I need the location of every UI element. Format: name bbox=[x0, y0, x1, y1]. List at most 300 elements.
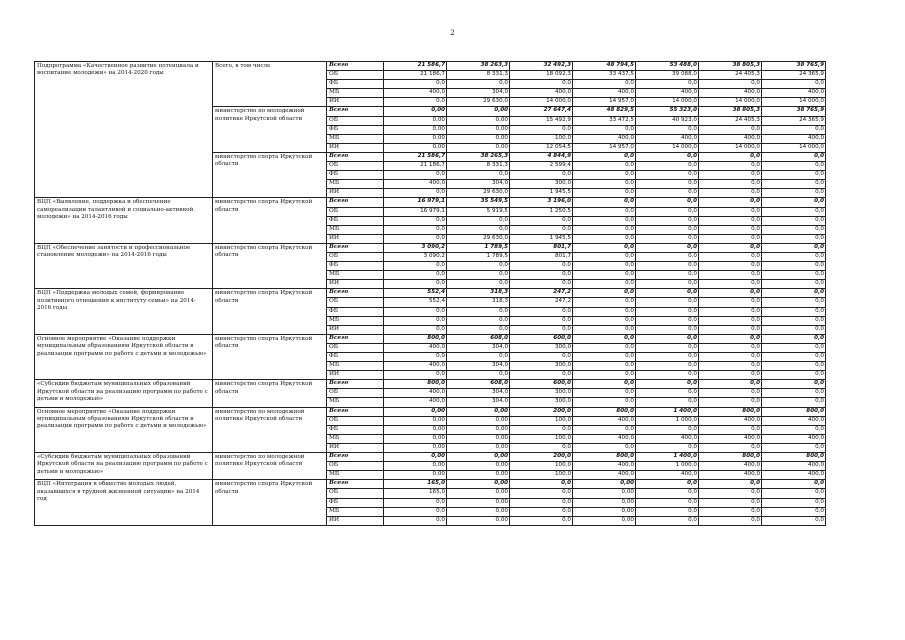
value-cell: 400,0 bbox=[573, 89, 636, 98]
value-cell: 0,0 bbox=[636, 189, 699, 198]
funding-source-cell: Всего bbox=[327, 453, 384, 462]
value-cell: 0,0 bbox=[636, 252, 699, 261]
funding-source-cell: МБ bbox=[327, 180, 384, 189]
value-cell: 0,00 bbox=[573, 489, 636, 498]
value-cell: 1 400,0 bbox=[636, 453, 699, 462]
page-number: 2 bbox=[450, 29, 455, 37]
responsible-cell: министерство спорта Иркутской области bbox=[213, 480, 327, 525]
value-cell: 0,0 bbox=[573, 216, 636, 225]
value-cell: 400,0 bbox=[573, 134, 636, 143]
value-cell: 247,2 bbox=[510, 298, 573, 307]
value-cell: 0,0 bbox=[699, 189, 762, 198]
value-cell: 0,0 bbox=[510, 507, 573, 516]
value-cell: 0,0 bbox=[573, 334, 636, 343]
value-cell: 0,0 bbox=[636, 162, 699, 171]
value-cell: 27 647,4 bbox=[510, 107, 573, 116]
value-cell: 300,0 bbox=[510, 389, 573, 398]
value-cell: 0,0 bbox=[699, 162, 762, 171]
value-cell: 0,0 bbox=[636, 225, 699, 234]
value-cell: 0,0 bbox=[573, 289, 636, 298]
funding-source-cell: ИИ bbox=[327, 280, 384, 289]
value-cell: 300,0 bbox=[510, 343, 573, 352]
value-cell: 0,0 bbox=[573, 353, 636, 362]
value-cell: 0,0 bbox=[762, 252, 826, 261]
value-cell: 0,00 bbox=[447, 434, 510, 443]
value-cell: 38 265,3 bbox=[447, 152, 510, 161]
value-cell: 0,0 bbox=[384, 234, 447, 243]
value-cell: 0,0 bbox=[699, 252, 762, 261]
value-cell: 0,0 bbox=[636, 380, 699, 389]
value-cell: 0,0 bbox=[699, 125, 762, 134]
value-cell: 0,0 bbox=[699, 443, 762, 452]
value-cell: 0,0 bbox=[762, 353, 826, 362]
value-cell: 0,0 bbox=[699, 325, 762, 334]
value-cell: 0,0 bbox=[384, 271, 447, 280]
value-cell: 0,0 bbox=[636, 80, 699, 89]
value-cell: 0,0 bbox=[762, 425, 826, 434]
value-cell: 0,0 bbox=[699, 152, 762, 161]
value-cell: 0,0 bbox=[762, 480, 826, 489]
value-cell: 0,0 bbox=[636, 480, 699, 489]
value-cell: 400,0 bbox=[762, 471, 826, 480]
value-cell: 0,0 bbox=[510, 262, 573, 271]
value-cell: 0,0 bbox=[573, 371, 636, 380]
value-cell: 16 979,1 bbox=[384, 198, 447, 207]
funding-source-cell: ФБ bbox=[327, 307, 384, 316]
value-cell: 801,7 bbox=[510, 252, 573, 261]
value-cell: 1 000,0 bbox=[636, 416, 699, 425]
value-cell: 300,0 bbox=[510, 398, 573, 407]
program-name-cell: «Субсидии бюджетам муниципальных образований Иркутской области на реализацию программ по работе с детьми и молодежью» bbox=[35, 380, 213, 407]
value-cell: 0,0 bbox=[762, 262, 826, 271]
value-cell: 0,0 bbox=[384, 80, 447, 89]
value-cell: 14 000,0 bbox=[636, 98, 699, 107]
value-cell: 32 492,3 bbox=[510, 62, 573, 71]
value-cell: 0,0 bbox=[510, 353, 573, 362]
value-cell: 0,0 bbox=[573, 316, 636, 325]
value-cell: 0,0 bbox=[573, 234, 636, 243]
value-cell: 14 000,0 bbox=[762, 98, 826, 107]
value-cell: 400,0 bbox=[636, 89, 699, 98]
value-cell: 0,00 bbox=[447, 498, 510, 507]
value-cell: 400,0 bbox=[384, 343, 447, 352]
program-name-cell: ВЦП «Поддержка молодых семей, формирование позитивного отношения к институту семьи» на 2014-2016 годы bbox=[35, 289, 213, 334]
value-cell: 0,0 bbox=[573, 398, 636, 407]
responsible-cell: министерство спорта Иркутской области bbox=[213, 198, 327, 243]
value-cell: 48 829,5 bbox=[573, 107, 636, 116]
value-cell: 0,0 bbox=[636, 125, 699, 134]
value-cell: 0,0 bbox=[699, 280, 762, 289]
value-cell: 400,0 bbox=[384, 398, 447, 407]
value-cell: 400,0 bbox=[384, 362, 447, 371]
value-cell: 0,00 bbox=[447, 516, 510, 525]
value-cell: 0,0 bbox=[447, 271, 510, 280]
value-cell: 400,0 bbox=[762, 462, 826, 471]
value-cell: 0,0 bbox=[384, 171, 447, 180]
value-cell: 0,0 bbox=[384, 98, 447, 107]
value-cell: 0,0 bbox=[384, 216, 447, 225]
value-cell: 1 400,0 bbox=[636, 407, 699, 416]
funding-source-cell: Всего bbox=[327, 289, 384, 298]
value-cell: 0,0 bbox=[510, 325, 573, 334]
value-cell: 0,00 bbox=[384, 116, 447, 125]
value-cell: 0,0 bbox=[447, 316, 510, 325]
value-cell: 0,0 bbox=[699, 171, 762, 180]
program-name-cell: Подпрограмма «Качественное развитие потенциала и воспитание молодежи» на 2014-2020 годы bbox=[35, 62, 213, 198]
value-cell: 100,0 bbox=[510, 134, 573, 143]
value-cell: 400,0 bbox=[636, 434, 699, 443]
value-cell: 0,0 bbox=[699, 507, 762, 516]
value-cell: 200,0 bbox=[510, 407, 573, 416]
funding-source-cell: ФБ bbox=[327, 425, 384, 434]
value-cell: 0,0 bbox=[636, 343, 699, 352]
value-cell: 0,0 bbox=[573, 262, 636, 271]
value-cell: 0,0 bbox=[573, 180, 636, 189]
funding-source-cell: Всего bbox=[327, 152, 384, 161]
value-cell: 0,0 bbox=[762, 180, 826, 189]
funding-source-cell: Всего bbox=[327, 334, 384, 343]
value-cell: 0,0 bbox=[573, 162, 636, 171]
value-cell: 0,0 bbox=[573, 171, 636, 180]
responsible-cell: министерство спорта Иркутской области bbox=[213, 152, 327, 197]
value-cell: 0,0 bbox=[384, 507, 447, 516]
value-cell: 0,0 bbox=[699, 353, 762, 362]
value-cell: 400,0 bbox=[573, 462, 636, 471]
value-cell: 0,00 bbox=[447, 407, 510, 416]
value-cell: 1 789,5 bbox=[447, 252, 510, 261]
table-row bbox=[35, 334, 826, 343]
value-cell: 0,00 bbox=[447, 489, 510, 498]
value-cell: 608,0 bbox=[447, 380, 510, 389]
value-cell: 0,0 bbox=[636, 507, 699, 516]
value-cell: 0,0 bbox=[699, 234, 762, 243]
value-cell: 0,0 bbox=[384, 280, 447, 289]
value-cell: 0,0 bbox=[636, 207, 699, 216]
value-cell: 400,0 bbox=[636, 134, 699, 143]
value-cell: 0,0 bbox=[699, 489, 762, 498]
value-cell: 38 805,3 bbox=[699, 62, 762, 71]
value-cell: 0,0 bbox=[510, 80, 573, 89]
value-cell: 0,0 bbox=[699, 362, 762, 371]
value-cell: 14 000,0 bbox=[762, 143, 826, 152]
value-cell: 300,0 bbox=[510, 362, 573, 371]
value-cell: 0,0 bbox=[636, 325, 699, 334]
value-cell: 0,0 bbox=[636, 371, 699, 380]
value-cell: 3 090,2 bbox=[384, 252, 447, 261]
value-cell: 24 405,3 bbox=[699, 71, 762, 80]
value-cell: 1 789,5 bbox=[447, 243, 510, 252]
value-cell: 0,0 bbox=[699, 180, 762, 189]
value-cell: 33 437,5 bbox=[573, 71, 636, 80]
value-cell: 0,0 bbox=[573, 189, 636, 198]
value-cell: 801,7 bbox=[510, 243, 573, 252]
value-cell: 0,0 bbox=[573, 225, 636, 234]
value-cell: 0,0 bbox=[636, 234, 699, 243]
value-cell: 0,0 bbox=[636, 389, 699, 398]
value-cell: 39 088,0 bbox=[636, 71, 699, 80]
value-cell: 0,00 bbox=[447, 143, 510, 152]
value-cell: 0,0 bbox=[573, 380, 636, 389]
value-cell: 0,00 bbox=[384, 416, 447, 425]
value-cell: 0,0 bbox=[510, 443, 573, 452]
value-cell: 0,0 bbox=[762, 307, 826, 316]
value-cell: 200,0 bbox=[510, 453, 573, 462]
value-cell: 0,0 bbox=[447, 280, 510, 289]
value-cell: 0,0 bbox=[762, 171, 826, 180]
table-row bbox=[35, 62, 826, 71]
value-cell: 400,0 bbox=[762, 89, 826, 98]
value-cell: 100,0 bbox=[510, 471, 573, 480]
value-cell: 21 586,7 bbox=[384, 152, 447, 161]
value-cell: 0,0 bbox=[573, 443, 636, 452]
value-cell: 300,0 bbox=[510, 180, 573, 189]
funding-source-cell: ОБ bbox=[327, 416, 384, 425]
funding-source-cell: ИИ bbox=[327, 443, 384, 452]
value-cell: 800,0 bbox=[384, 334, 447, 343]
value-cell: 400,0 bbox=[699, 134, 762, 143]
funding-source-cell: МБ bbox=[327, 89, 384, 98]
value-cell: 0,0 bbox=[636, 171, 699, 180]
value-cell: 0,0 bbox=[636, 262, 699, 271]
value-cell: 400,0 bbox=[573, 434, 636, 443]
value-cell: 0,0 bbox=[573, 198, 636, 207]
value-cell: 0,0 bbox=[573, 325, 636, 334]
value-cell: 0,0 bbox=[762, 189, 826, 198]
responsible-cell: министерство по молодежной политике Иркутской области bbox=[213, 107, 327, 152]
value-cell: 0,0 bbox=[762, 207, 826, 216]
value-cell: 14 000,0 bbox=[699, 98, 762, 107]
value-cell: 608,0 bbox=[447, 334, 510, 343]
funding-source-cell: ФБ bbox=[327, 216, 384, 225]
value-cell: 0,0 bbox=[762, 343, 826, 352]
value-cell: 14 957,0 bbox=[573, 98, 636, 107]
value-cell: 38 765,9 bbox=[762, 62, 826, 71]
value-cell: 0,0 bbox=[573, 343, 636, 352]
value-cell: 0,0 bbox=[636, 152, 699, 161]
value-cell: 0,0 bbox=[699, 207, 762, 216]
table-row bbox=[35, 380, 826, 389]
value-cell: 0,0 bbox=[636, 298, 699, 307]
value-cell: 0,0 bbox=[699, 198, 762, 207]
value-cell: 0,0 bbox=[384, 353, 447, 362]
value-cell: 1 945,5 bbox=[510, 234, 573, 243]
value-cell: 29 630,0 bbox=[447, 234, 510, 243]
value-cell: 800,0 bbox=[573, 407, 636, 416]
value-cell: 0,0 bbox=[699, 271, 762, 280]
funding-source-cell: ИИ bbox=[327, 98, 384, 107]
value-cell: 0,0 bbox=[447, 262, 510, 271]
funding-source-cell: ОБ bbox=[327, 343, 384, 352]
value-cell: 0,00 bbox=[573, 516, 636, 525]
funding-source-cell: ФБ bbox=[327, 171, 384, 180]
funding-source-cell: ИИ bbox=[327, 143, 384, 152]
value-cell: 4 844,9 bbox=[510, 152, 573, 161]
value-cell: 0,00 bbox=[447, 507, 510, 516]
funding-source-cell: Всего bbox=[327, 62, 384, 71]
value-cell: 0,0 bbox=[573, 271, 636, 280]
value-cell: 800,0 bbox=[762, 453, 826, 462]
value-cell: 48 794,5 bbox=[573, 62, 636, 71]
value-cell: 38 805,3 bbox=[699, 107, 762, 116]
value-cell: 0,0 bbox=[699, 243, 762, 252]
value-cell: 0,00 bbox=[447, 453, 510, 462]
value-cell: 0,0 bbox=[636, 243, 699, 252]
value-cell: 0,0 bbox=[636, 180, 699, 189]
value-cell: 0,0 bbox=[699, 80, 762, 89]
value-cell: 0,0 bbox=[636, 280, 699, 289]
value-cell: 400,0 bbox=[762, 134, 826, 143]
responsible-cell: министерство спорта Иркутской области bbox=[213, 289, 327, 334]
value-cell: 38 263,3 bbox=[447, 62, 510, 71]
value-cell: 400,0 bbox=[699, 471, 762, 480]
funding-source-cell: ОБ bbox=[327, 389, 384, 398]
value-cell: 0,0 bbox=[510, 489, 573, 498]
value-cell: 0,00 bbox=[573, 498, 636, 507]
value-cell: 0,00 bbox=[447, 462, 510, 471]
value-cell: 0,0 bbox=[573, 207, 636, 216]
value-cell: 0,0 bbox=[447, 371, 510, 380]
value-cell: 0,0 bbox=[573, 362, 636, 371]
value-cell: 0,0 bbox=[762, 271, 826, 280]
value-cell: 0,00 bbox=[573, 480, 636, 489]
value-cell: 21 186,7 bbox=[384, 71, 447, 80]
funding-source-cell: ИИ bbox=[327, 234, 384, 243]
value-cell: 18 092,3 bbox=[510, 71, 573, 80]
value-cell: 400,0 bbox=[573, 471, 636, 480]
value-cell: 0,00 bbox=[447, 134, 510, 143]
value-cell: 0,0 bbox=[699, 480, 762, 489]
value-cell: 0,0 bbox=[510, 371, 573, 380]
value-cell: 0,00 bbox=[447, 471, 510, 480]
value-cell: 400,0 bbox=[384, 389, 447, 398]
value-cell: 0,0 bbox=[636, 443, 699, 452]
value-cell: 0,0 bbox=[762, 243, 826, 252]
value-cell: 100,0 bbox=[510, 462, 573, 471]
funding-source-cell: МБ bbox=[327, 134, 384, 143]
value-cell: 0,0 bbox=[510, 280, 573, 289]
value-cell: 0,0 bbox=[762, 398, 826, 407]
value-cell: 0,0 bbox=[699, 225, 762, 234]
value-cell: 33 472,5 bbox=[573, 116, 636, 125]
funding-source-cell: МБ bbox=[327, 471, 384, 480]
funding-source-cell: ИИ bbox=[327, 189, 384, 198]
value-cell: 14 957,0 bbox=[573, 143, 636, 152]
value-cell: 0,0 bbox=[510, 425, 573, 434]
value-cell: 14 000,0 bbox=[510, 98, 573, 107]
value-cell: 21 586,7 bbox=[384, 62, 447, 71]
responsible-cell: министерство по молодежной политике Иркутской области bbox=[213, 407, 327, 452]
value-cell: 0,0 bbox=[447, 307, 510, 316]
value-cell: 800,0 bbox=[699, 453, 762, 462]
value-cell: 0,0 bbox=[510, 316, 573, 325]
funding-source-cell: МБ bbox=[327, 398, 384, 407]
value-cell: 0,0 bbox=[762, 516, 826, 525]
value-cell: 304,0 bbox=[447, 89, 510, 98]
value-cell: 0,0 bbox=[636, 398, 699, 407]
value-cell: 0,0 bbox=[762, 389, 826, 398]
funding-source-cell: ФБ bbox=[327, 80, 384, 89]
value-cell: 0,0 bbox=[699, 380, 762, 389]
value-cell: 0,0 bbox=[447, 80, 510, 89]
value-cell: 8 331,3 bbox=[447, 162, 510, 171]
table-row bbox=[35, 453, 826, 462]
value-cell: 0,0 bbox=[636, 198, 699, 207]
table-row bbox=[35, 289, 826, 298]
value-cell: 0,00 bbox=[384, 134, 447, 143]
responsible-cell: министерство по молодежной политике Иркутской области bbox=[213, 453, 327, 480]
funding-source-cell: МБ bbox=[327, 225, 384, 234]
value-cell: 0,0 bbox=[636, 216, 699, 225]
funding-source-cell: ИИ bbox=[327, 516, 384, 525]
value-cell: 304,0 bbox=[447, 398, 510, 407]
value-cell: 24 405,3 bbox=[699, 116, 762, 125]
value-cell: 0,0 bbox=[573, 425, 636, 434]
value-cell: 400,0 bbox=[699, 89, 762, 98]
value-cell: 1 945,5 bbox=[510, 189, 573, 198]
value-cell: 400,0 bbox=[699, 434, 762, 443]
value-cell: 0,0 bbox=[510, 271, 573, 280]
value-cell: 40 923,0 bbox=[636, 116, 699, 125]
value-cell: 0,0 bbox=[762, 198, 826, 207]
value-cell: 14 000,0 bbox=[636, 143, 699, 152]
funding-source-cell: Всего bbox=[327, 198, 384, 207]
value-cell: 0,0 bbox=[384, 371, 447, 380]
value-cell: 0,00 bbox=[384, 107, 447, 116]
value-cell: 0,0 bbox=[447, 171, 510, 180]
value-cell: 0,0 bbox=[762, 316, 826, 325]
value-cell: 0,0 bbox=[762, 298, 826, 307]
value-cell: 16 979,1 bbox=[384, 207, 447, 216]
value-cell: 304,0 bbox=[447, 343, 510, 352]
value-cell: 800,0 bbox=[573, 453, 636, 462]
funding-source-cell: МБ bbox=[327, 316, 384, 325]
budget-table bbox=[34, 61, 826, 526]
value-cell: 0,0 bbox=[762, 289, 826, 298]
value-cell: 165,0 bbox=[384, 480, 447, 489]
responsible-cell: Всего, в том числе bbox=[213, 62, 327, 107]
value-cell: 0,0 bbox=[762, 152, 826, 161]
value-cell: 0,00 bbox=[384, 443, 447, 452]
value-cell: 0,0 bbox=[447, 225, 510, 234]
funding-source-cell: ОБ bbox=[327, 252, 384, 261]
value-cell: 0,0 bbox=[762, 216, 826, 225]
funding-source-cell: МБ bbox=[327, 362, 384, 371]
value-cell: 0,0 bbox=[699, 343, 762, 352]
value-cell: 0,00 bbox=[573, 507, 636, 516]
value-cell: 552,4 bbox=[384, 289, 447, 298]
value-cell: 0,00 bbox=[447, 107, 510, 116]
table-row bbox=[35, 243, 826, 252]
value-cell: 38 765,9 bbox=[762, 107, 826, 116]
value-cell: 0,0 bbox=[573, 243, 636, 252]
funding-source-cell: ИИ bbox=[327, 371, 384, 380]
table-row bbox=[35, 480, 826, 489]
value-cell: 0,0 bbox=[762, 80, 826, 89]
value-cell: 400,0 bbox=[573, 416, 636, 425]
value-cell: 0,0 bbox=[699, 498, 762, 507]
value-cell: 600,0 bbox=[510, 380, 573, 389]
funding-source-cell: ФБ bbox=[327, 353, 384, 362]
value-cell: 400,0 bbox=[699, 416, 762, 425]
value-cell: 0,0 bbox=[762, 498, 826, 507]
value-cell: 0,00 bbox=[447, 425, 510, 434]
value-cell: 0,0 bbox=[762, 162, 826, 171]
value-cell: 100,0 bbox=[510, 434, 573, 443]
funding-source-cell: ОБ bbox=[327, 207, 384, 216]
value-cell: 0,0 bbox=[510, 225, 573, 234]
value-cell: 400,0 bbox=[762, 434, 826, 443]
value-cell: 0,0 bbox=[573, 152, 636, 161]
